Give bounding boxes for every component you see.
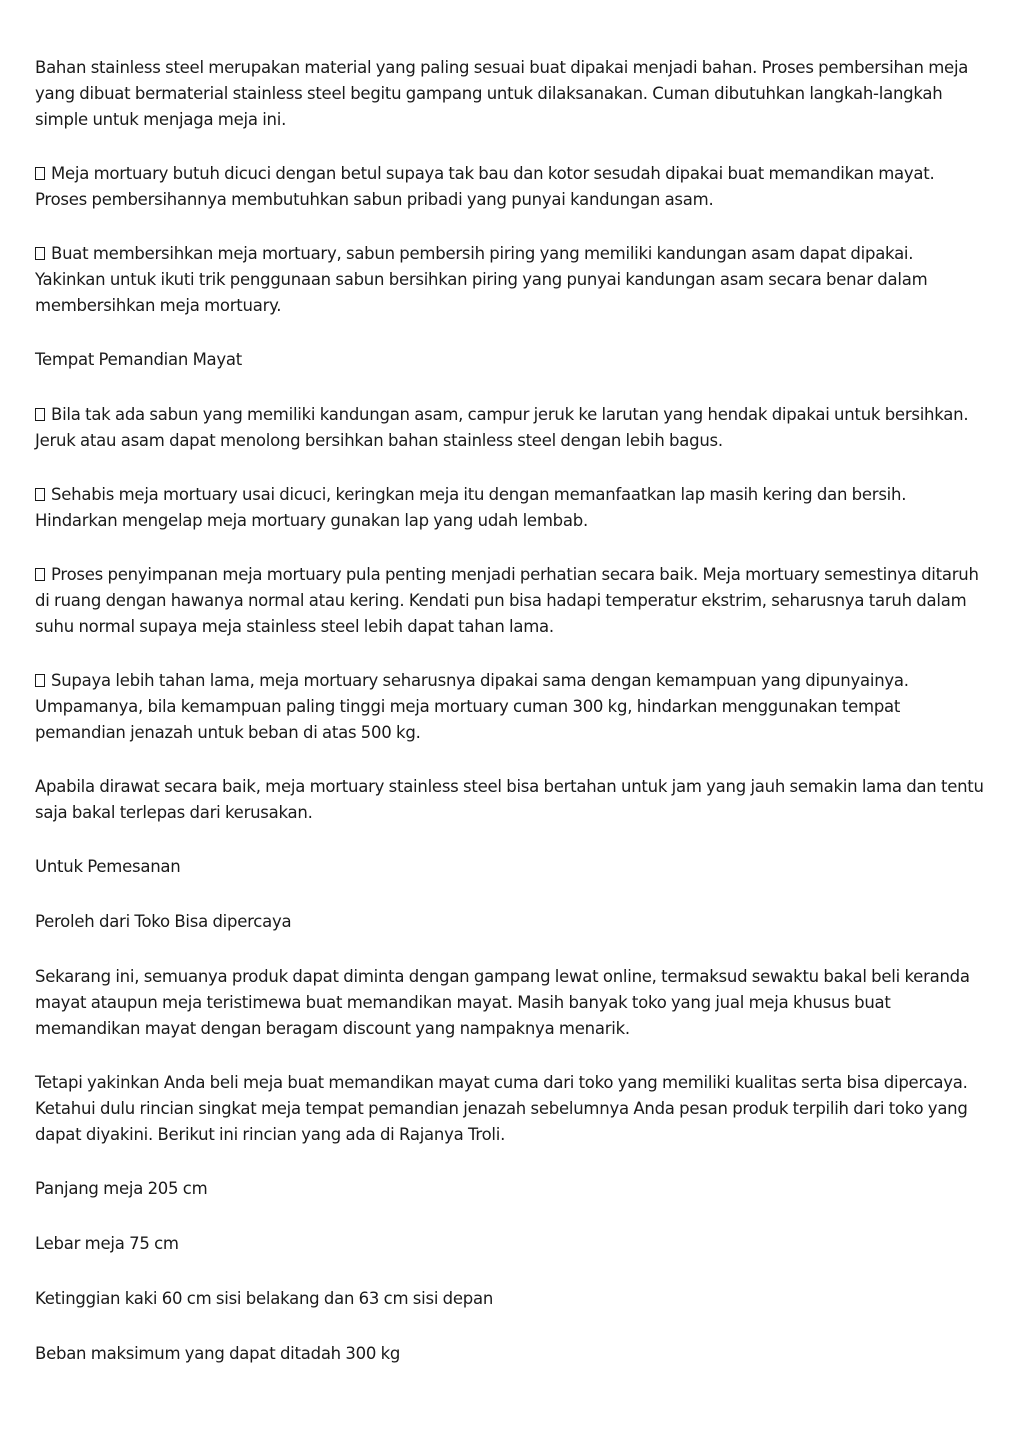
spec-leg-height: Ketinggian kaki 60 cm sisi belakang dan 63 cm sisi depan	[35, 1289, 494, 1308]
paragraph-trusted-store: Tetapi yakinkan Anda beli meja buat memandikan mayat cuma dari toko yang memiliki kualitas serta bisa dipercaya. Ketahui dulu rincian singkat meja tempat pemandian jenazah sebelumnya Anda pesan produk terpilih dari toko yang dapat diyakini. Berikut ini rincian yang ada di Rajanya Troli.	[35, 1073, 968, 1144]
document-body	[35, 55, 985, 1396]
bullet-box-icon	[35, 568, 45, 581]
bullet-paragraph-washing: Meja mortuary butuh dicuci dengan betul supaya tak bau dan kotor sesudah dipakai buat memandikan mayat. Proses pembersihannya membutuhkan sabun pribadi yang punyai kandungan asam.	[35, 164, 935, 209]
heading-untuk-pemesanan: Untuk Pemesanan	[35, 857, 181, 876]
bullet-box-icon	[35, 488, 45, 501]
bullet-paragraph-soap: Buat membersihkan meja mortuary, sabun pembersih piring yang memiliki kandungan asam dapat dipakai. Yakinkan untuk ikuti trik penggunaan sabun bersihkan piring yang punyai kandungan asam secara benar dalam membersihkan meja mortuary.	[35, 244, 928, 315]
bullet-box-icon	[35, 674, 45, 687]
paragraph-online-shopping: Sekarang ini, semuanya produk dapat diminta dengan gampang lewat online, termaksud sewaktu bakal beli keranda mayat ataupun meja teristimewa buat memandikan mayat. Masih banyak toko yang jual meja khusus buat memandikan mayat dengan beragam discount yang nampaknya menarik.	[35, 967, 970, 1038]
heading-peroleh-toko: Peroleh dari Toko Bisa dipercaya	[35, 912, 292, 931]
bullet-paragraph-storage: Proses penyimpanan meja mortuary pula penting menjadi perhatian secara baik. Meja mortuary semestinya ditaruh di ruang dengan hawanya normal atau kering. Kendati pun bisa hadapi temperatur ekstrim, seharusnya taruh dalam suhu normal supaya meja stainless steel lebih dapat tahan lama.	[35, 565, 979, 636]
paragraph-durability: Apabila dirawat secara baik, meja mortuary stainless steel bisa bertahan untuk jam yang jauh semakin lama dan tentu saja bakal terlepas dari kerusakan.	[35, 777, 984, 822]
bullet-box-icon	[35, 408, 45, 421]
bullet-box-icon	[35, 247, 45, 260]
heading-tempat-pemandian: Tempat Pemandian Mayat	[35, 350, 243, 369]
paragraph-intro: Bahan stainless steel merupakan material yang paling sesuai buat dipakai menjadi bahan. Proses pembersihan meja yang dibuat bermaterial stainless steel begitu gampang untuk dilaksanakan. Cuman dibutuhkan langkah-langkah simple untuk menjaga meja ini.	[35, 58, 969, 129]
spec-max-load: Beban maksimum yang dapat ditadah 300 kg	[35, 1344, 401, 1363]
spec-length: Panjang meja 205 cm	[35, 1179, 208, 1198]
bullet-box-icon	[35, 167, 45, 180]
bullet-paragraph-drying: Sehabis meja mortuary usai dicuci, keringkan meja itu dengan memanfaatkan lap masih kering dan bersih. Hindarkan mengelap meja mortuary gunakan lap yang udah lembab.	[35, 485, 907, 530]
bullet-paragraph-citrus: Bila tak ada sabun yang memiliki kandungan asam, campur jeruk ke larutan yang hendak dipakai untuk bersihkan. Jeruk atau asam dapat menolong bersihkan bahan stainless steel dengan lebih bagus.	[35, 405, 969, 450]
bullet-paragraph-capacity: Supaya lebih tahan lama, meja mortuary seharusnya dipakai sama dengan kemampuan yang dipunyainya. Umpamanya, bila kemampuan paling tinggi meja mortuary cuman 300 kg, hindarkan menggunakan tempat pemandian jenazah untuk beban di atas 500 kg.	[35, 671, 909, 742]
spec-width: Lebar meja 75 cm	[35, 1234, 179, 1253]
